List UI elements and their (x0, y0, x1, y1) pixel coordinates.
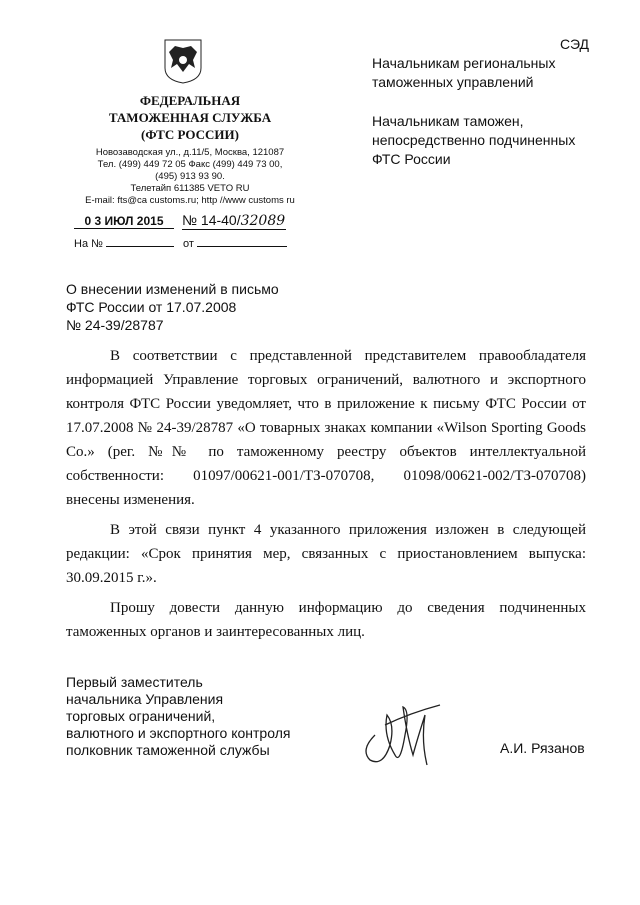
outgoing-number (182, 212, 286, 230)
phone: (495) 913 93 90. (155, 171, 225, 182)
subject (66, 280, 279, 334)
paragraph: Прошу довести данную информацию до сведения подчиненных таможенных органов и заинтересованных лиц. (66, 600, 586, 640)
ref-number-blank (106, 246, 174, 247)
letter-body (66, 344, 586, 644)
teletype: Телетайп 611385 VETO RU (130, 183, 250, 194)
org-line: ТАМОЖЕННАЯ СЛУЖБА (108, 110, 272, 125)
from-label: от (183, 238, 194, 250)
date-stamp: 0 3 ИЮЛ 2015 (74, 214, 174, 229)
addressee-line: ФТС России (372, 151, 451, 167)
org-contacts (60, 147, 320, 207)
email: E-mail: fts@ca customs.ru; http //www customs ru (85, 195, 295, 206)
addressee-line: Начальникам региональных (372, 55, 556, 71)
organization-name (60, 92, 320, 143)
paragraph: В этой связи пункт 4 указанного приложения изложен в следующей редакции: «Срок принятия мер, связанных с приостановлением выпуска: 30.09.2015 г.». (66, 522, 586, 586)
coat-of-arms-emblem (163, 38, 203, 84)
signatory-position (66, 674, 290, 759)
address: Новозаводская ул., д.11/5, Москва, 121087 (95, 147, 285, 158)
addressee-line: таможенных управлений (372, 74, 534, 90)
subject-line: О внесении изменений в письмо (66, 281, 279, 297)
position-line: валютного и экспортного контроля (66, 725, 291, 741)
ref-date-blank (197, 246, 287, 247)
reference-line (74, 238, 287, 250)
org-line: (ФТС РОССИИ) (141, 127, 239, 142)
signatory-name: А.И. Рязанов (500, 740, 585, 756)
sed-mark: СЭД (560, 36, 590, 52)
org-line: ФЕДЕРАЛЬНАЯ (139, 93, 241, 108)
subject-line: № 24-39/28787 (66, 317, 164, 333)
addressee-line: Начальникам таможен, (372, 113, 524, 129)
addressee-2 (372, 112, 575, 169)
position-line: Первый заместитель (66, 674, 203, 690)
paragraph: В соответствии с представленной представителем правообладателя информацией Управление торговых ограничений, валютного и экспортного контроля ФТС России уведомляет, что в приложение к письму ФТС России от 17.07.2008 № 24-39/28787 «О товарных знаках компании «Wilson Sporting Goods Co.» (рег. №№ по таможенному реестру объектов интеллектуальной собственности: 01097/00621-001/ТЗ-070708, 01098/00621-002/ТЗ-070708) внесены изменения. (66, 348, 586, 508)
phone: Тел. (499) 449 72 05 Факс (499) 449 73 00, (97, 159, 283, 170)
subject-line: ФТС России от 17.07.2008 (66, 299, 237, 315)
addressee-1 (372, 54, 555, 92)
handwritten-signature (355, 695, 445, 775)
handwritten-number: 32089 (240, 213, 286, 229)
number-prefix: № 14-40/ (182, 212, 241, 228)
position-line: начальника Управления (66, 691, 224, 707)
addressee-line: непосредственно подчиненных (372, 132, 576, 148)
position-line: торговых ограничений, (66, 708, 216, 724)
position-line: полковник таможенной службы (66, 742, 270, 758)
ref-label: На № (74, 238, 103, 250)
